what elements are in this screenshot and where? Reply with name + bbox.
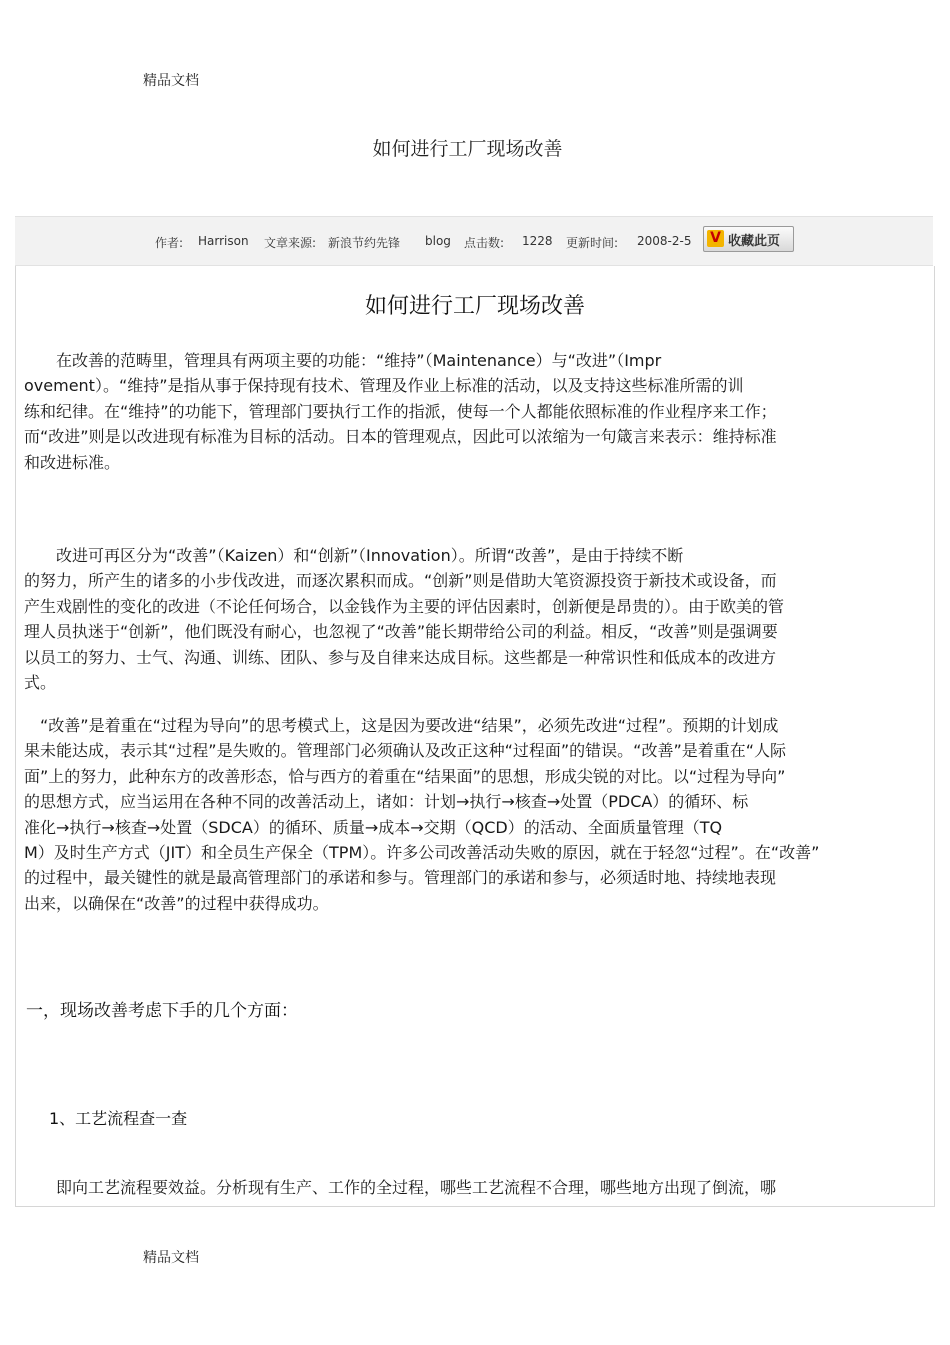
author-name: Harrison <box>198 234 249 248</box>
document-title: 如何进行工厂现场改善 <box>372 138 563 160</box>
text-line: 练和纪律。在“维持”的功能下，管理部门要执行工作的指派，使每一个人都能依照标准的作业程序来工作； <box>24 401 777 421</box>
text-line: M）及时生产方式（JIT）和全员生产保全（TPM）。许多公司改善活动失败的原因，就在于轻忽“过程”。在“改善” <box>24 842 820 862</box>
text-line: 式。 <box>24 672 57 692</box>
article-body <box>15 266 935 1207</box>
text-line: 即向工艺流程要效益。分析现有生产、工作的全过程，哪些工艺流程不合理，哪些地方出现了倒流，哪 <box>24 1178 777 1197</box>
page-footer-label: 精品文档 <box>143 1250 199 1266</box>
paragraph-maintenance-improvement <box>24 348 924 475</box>
updated-label: 更新时间: <box>566 236 619 250</box>
bookmark-page-button[interactable] <box>703 226 794 252</box>
text-line: ovement）。“维持”是指从事于保持现有技术、管理及作业上标准的活动，以及支持这些标准所需的训 <box>24 376 744 396</box>
text-line: 准化→执行→核查→处置（SDCA）的循环、质量→成本→交期（QCD）的活动、全面质量管理（TQ <box>24 817 723 837</box>
text-line: 而“改进”则是以改进现有标准为目标的活动。日本的管理观点，因此可以浓缩为一句箴言来表示：维持标准 <box>24 427 777 447</box>
text-line: 面”上的努力，此种东方的改善形态，恰与西方的着重在“结果面”的思想，形成尖锐的对比。以“过程为导向” <box>24 766 786 786</box>
paragraph-process-oriented <box>24 713 924 916</box>
bookmark-icon: V <box>707 230 724 247</box>
clicks-label: 点击数: <box>464 236 505 250</box>
text-line: 以员工的努力、士气、沟通、训练、团队、参与及自律来达成目标。这些都是一种常识性和低成本的改进方 <box>24 647 777 667</box>
text-line: 出来，以确保在“改善”的过程中获得成功。 <box>24 893 329 913</box>
source-name: 新浪节约先锋 <box>328 236 401 250</box>
text-line: 产生戏剧性的变化的改进（不论任何场合，以金钱作为主要的评估因素时，创新便是昂贵的）。由于欧美的管 <box>24 596 785 616</box>
text-line: 和改进标准。 <box>24 452 121 472</box>
text-line: 的努力，所产生的诸多的小步伐改进，而逐次累积而成。“创新”则是借助大笔资源投资于新技术或设备，而 <box>24 571 777 591</box>
list-item-heading: 1、工艺流程查一查 <box>49 1109 188 1128</box>
updated-date: 2008-2-5 <box>637 234 692 248</box>
article-title: 如何进行工厂现场改善 <box>364 294 585 319</box>
text-line: 的过程中，最关键性的就是最高管理部门的承诺和参与。管理部门的承诺和参与，必须适时地、持续地表现 <box>24 868 777 888</box>
page-header-label: 精品文档 <box>143 73 199 89</box>
text-line: 在改善的范畴里，管理具有两项主要的功能：“维持”（Maintenance）与“改进”（Impr <box>24 351 662 370</box>
text-line: 改进可再区分为“改善”（Kaizen）和“创新”（Innovation）。所谓“改善”，是由于持续不断 <box>24 546 684 565</box>
paragraph-process-efficiency <box>24 1175 924 1200</box>
bookmark-button-label: 收藏此页 <box>728 234 781 249</box>
text-line: 理人员执迷于“创新”，他们既没有耐心，也忽视了“改善”能长期带给公司的利益。相反，“改善”则是强调要 <box>24 622 778 642</box>
source-blog: blog <box>425 234 451 248</box>
source-label: 文章来源: <box>264 236 317 250</box>
section-heading: 一，现场改善考虑下手的几个方面： <box>26 1001 298 1021</box>
text-line: “改善”是着重在“过程为导向”的思考模式上，这是因为要改进“结果”，必须先改进“过程”。预期的计划成 <box>24 716 779 735</box>
text-line: 果未能达成，表示其“过程”是失败的。管理部门必须确认及改正这种“过程面”的错误。“改善”是着重在“人际 <box>24 741 787 761</box>
text-line: 的思想方式，应当运用在各种不同的改善活动上，诸如：计划→执行→核查→处置（PDCA）的循环、标 <box>24 792 749 812</box>
author-label: 作者: <box>155 236 184 250</box>
clicks-count: 1228 <box>522 234 553 248</box>
paragraph-kaizen-innovation <box>24 543 924 695</box>
article-meta-bar <box>15 216 933 266</box>
